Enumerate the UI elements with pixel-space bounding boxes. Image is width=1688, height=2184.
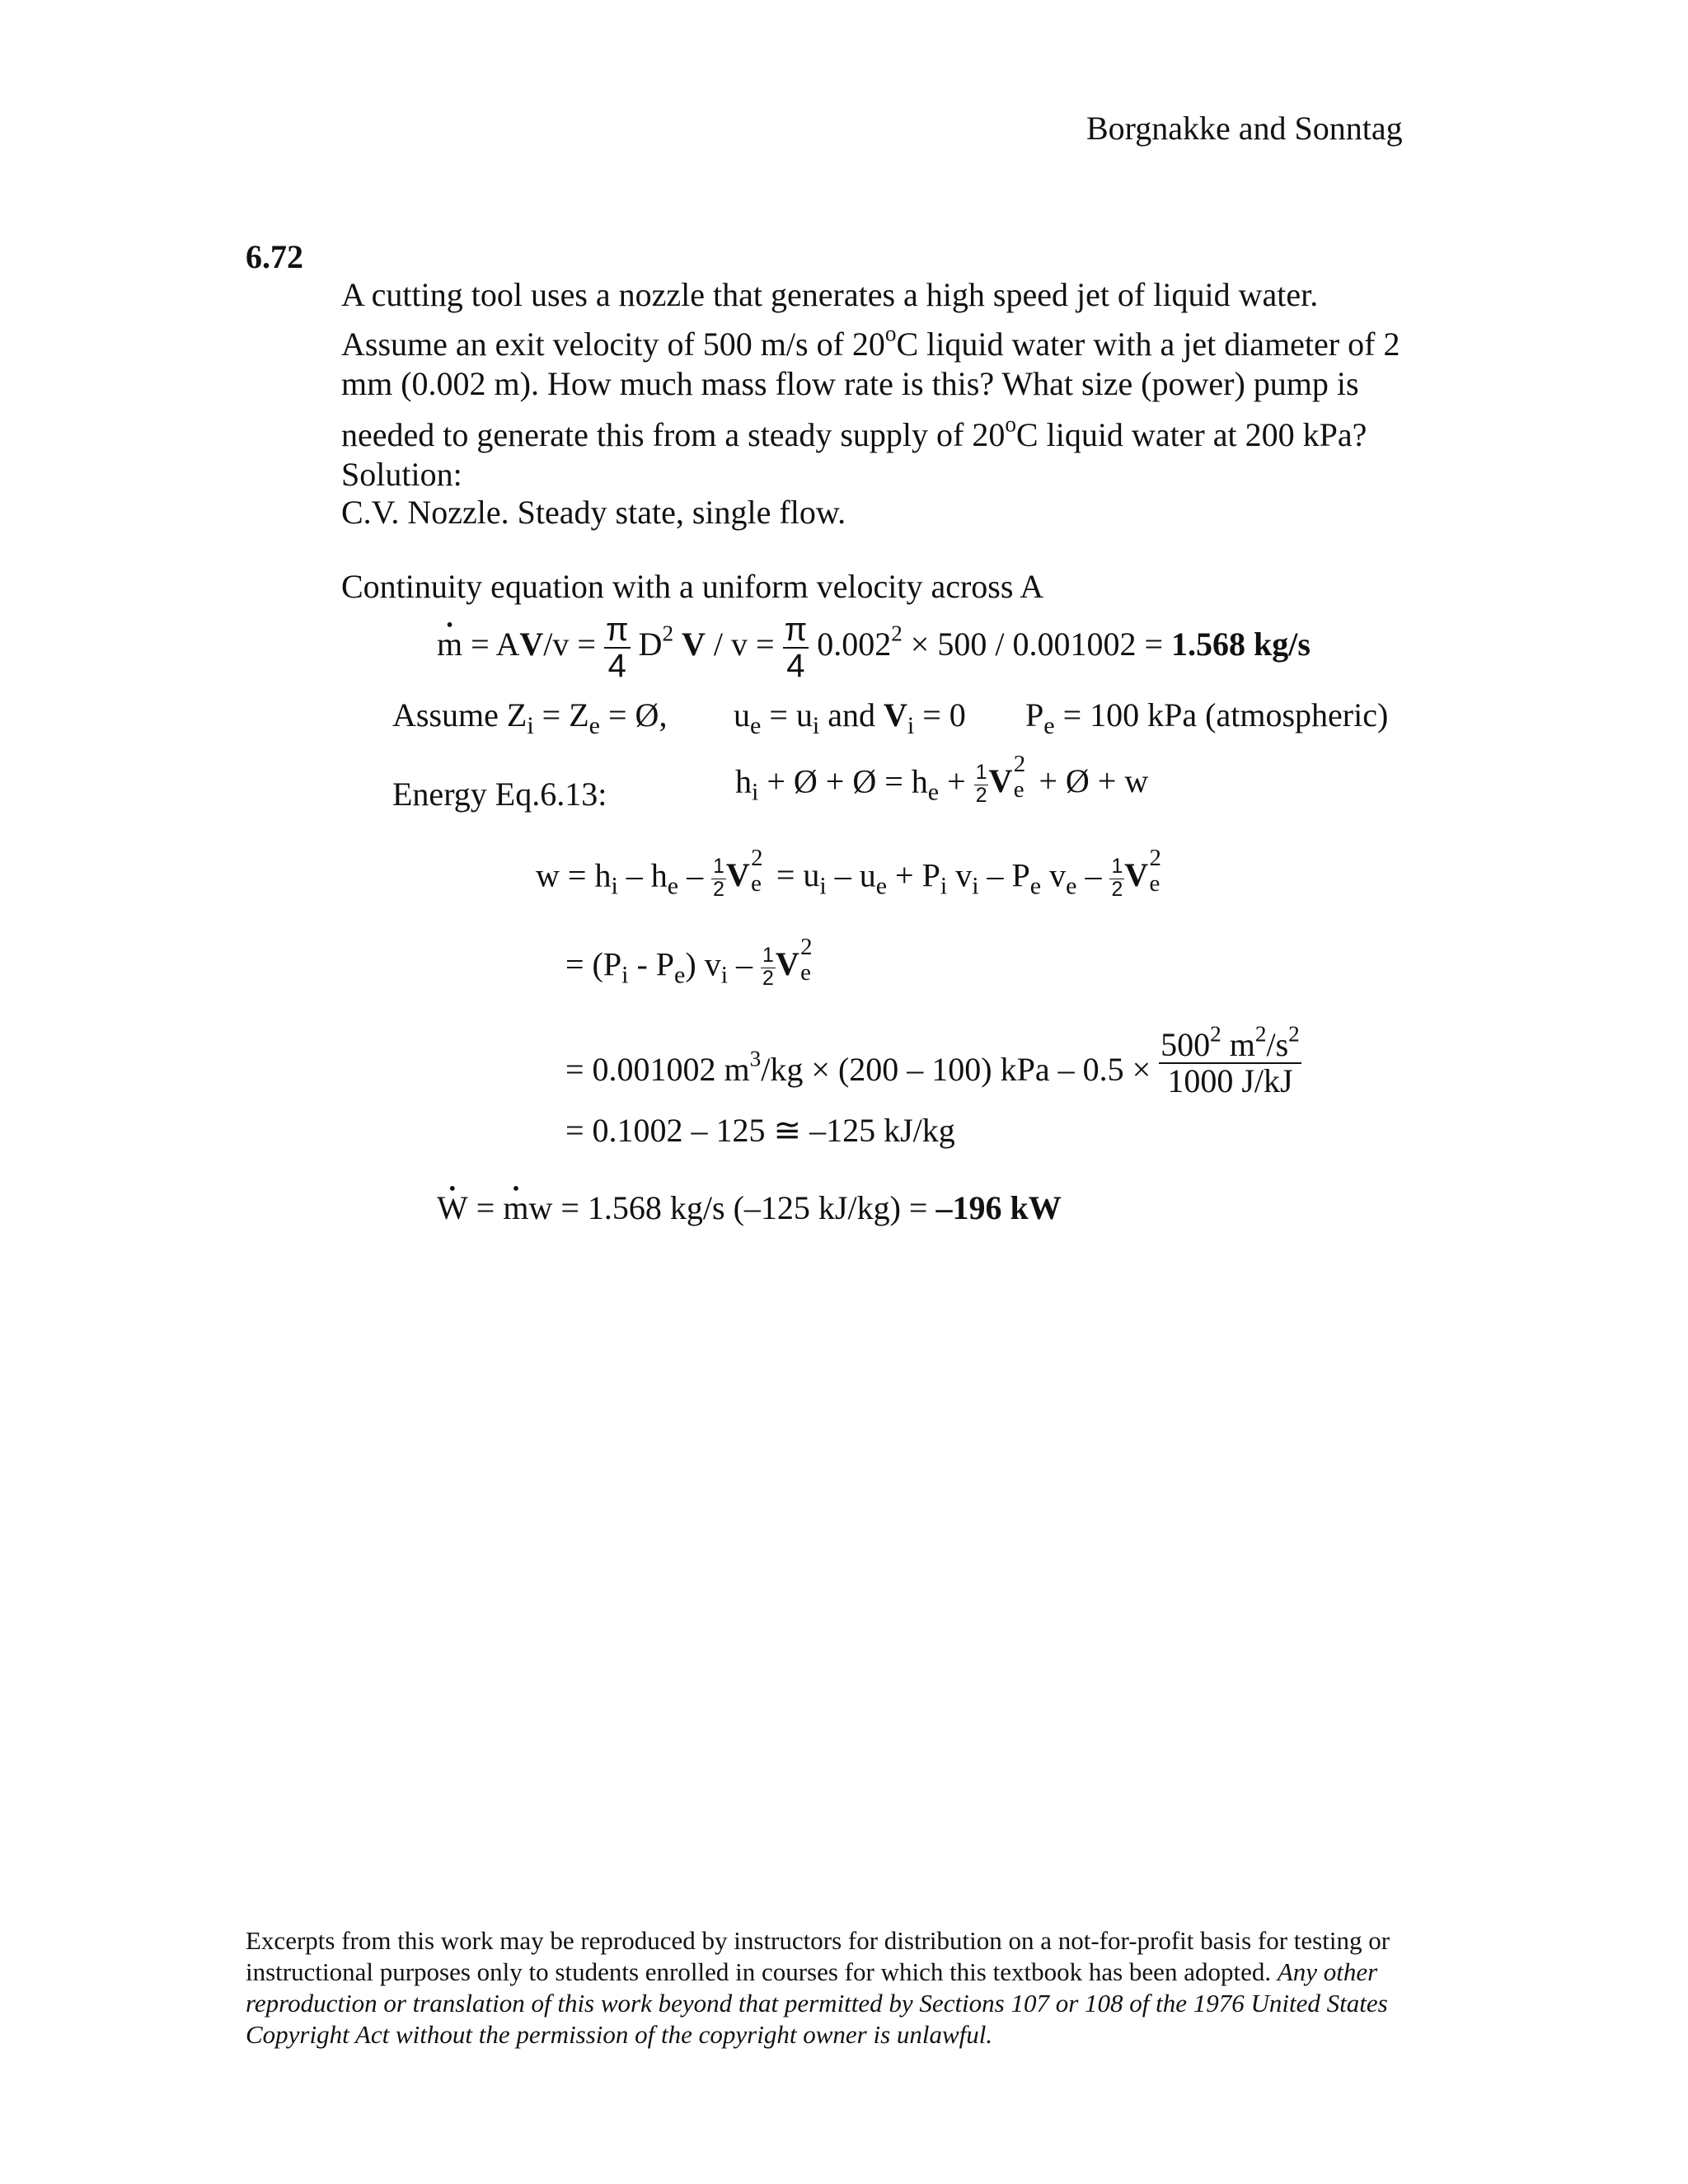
control-volume-line: C.V. Nozzle. Steady state, single flow. [341, 494, 846, 531]
continuity-equation: • m = AV/v = $\frac{\pi}{4}$ $D^2$ V / v = $\frac{\pi}{4}$ $0.002^2 \times 500 / 0.001002 = 1.568$ kg/s [437, 613, 1311, 682]
power-equation: • W = • mw = 1.568 kg/s (–125 kJ/kg) = –196 kW [437, 1192, 1062, 1225]
solution-label: Solution: [341, 456, 462, 493]
work-equation-line-4: = 0.1002 – 125 ≅ –125 kJ/kg [565, 1112, 955, 1149]
footer-notice: Excerpts from this work may be reproduced by instructors for distribution on a not-for-profit basis for testing or instructional purposes only to students enrolled in courses for which this textbook has been adopted. [246, 1926, 1390, 1986]
problem-statement-line-2: Assume an exit velocity of 500 m/s of 20$^o$C liquid water with a jet diameter of 2 [341, 321, 1400, 363]
work-equation-line-2: = $(P_i - P_e)$ $v_i$ – $\frac{1}{2}$ V 2 e [565, 933, 813, 990]
running-header: Borgnakke and Sonntag [1086, 110, 1403, 147]
problem-statement-line-1: A cutting tool uses a nozzle that generates a high speed jet of liquid water. [341, 276, 1319, 313]
work-equation-line-3: = 0.001002 $m^3/kg \times (200 - 100)$ kPa – 0.5 × $\frac{500^2 m^2/s^2}{1000 J/kJ}$ [565, 1021, 1300, 1099]
energy-equation: $h_i$ + Ø + Ø = $h_e$ + $\frac{1}{2}$ V 2 e + Ø + w [735, 750, 1149, 807]
assumptions-pressure: $P_e = 100$ kPa (atmospheric) [1025, 696, 1389, 739]
continuity-intro: Continuity equation with a uniform velocity across A [341, 568, 1044, 605]
work-equation-line-1: $w = h_i - h_e$ – $\frac{1}{2}$ V 2 e = $u_i - u_e + P_i$ $v_i - P_e$ $v_e$ – $\frac{1}{2}$ V 2 e [536, 844, 1161, 901]
copyright-footer [246, 1925, 1432, 2050]
assumptions-velocity: $u_e = u_i$ and $V_i = 0$ [734, 696, 966, 739]
problem-number: 6.72 [246, 238, 303, 275]
problem-statement-line-4: needed to generate this from a steady supply of 20$^o$C liquid water at 200 kPa? [341, 411, 1367, 453]
assumptions-line: Assume $Z_i = Z_e$ = Ø, [392, 696, 668, 739]
footer-legal-italic: Any other reproduction or translation of this work beyond that permitted by Sections 107 or 108 of the 1976 United States Copyright Act without the permission of the copyright owner is unlawful. [246, 1957, 1388, 2049]
problem-statement-line-3: mm (0.002 m). How much mass flow rate is this? What size (power) pump is [341, 365, 1359, 402]
energy-label: Energy Eq.6.13: [392, 776, 607, 813]
